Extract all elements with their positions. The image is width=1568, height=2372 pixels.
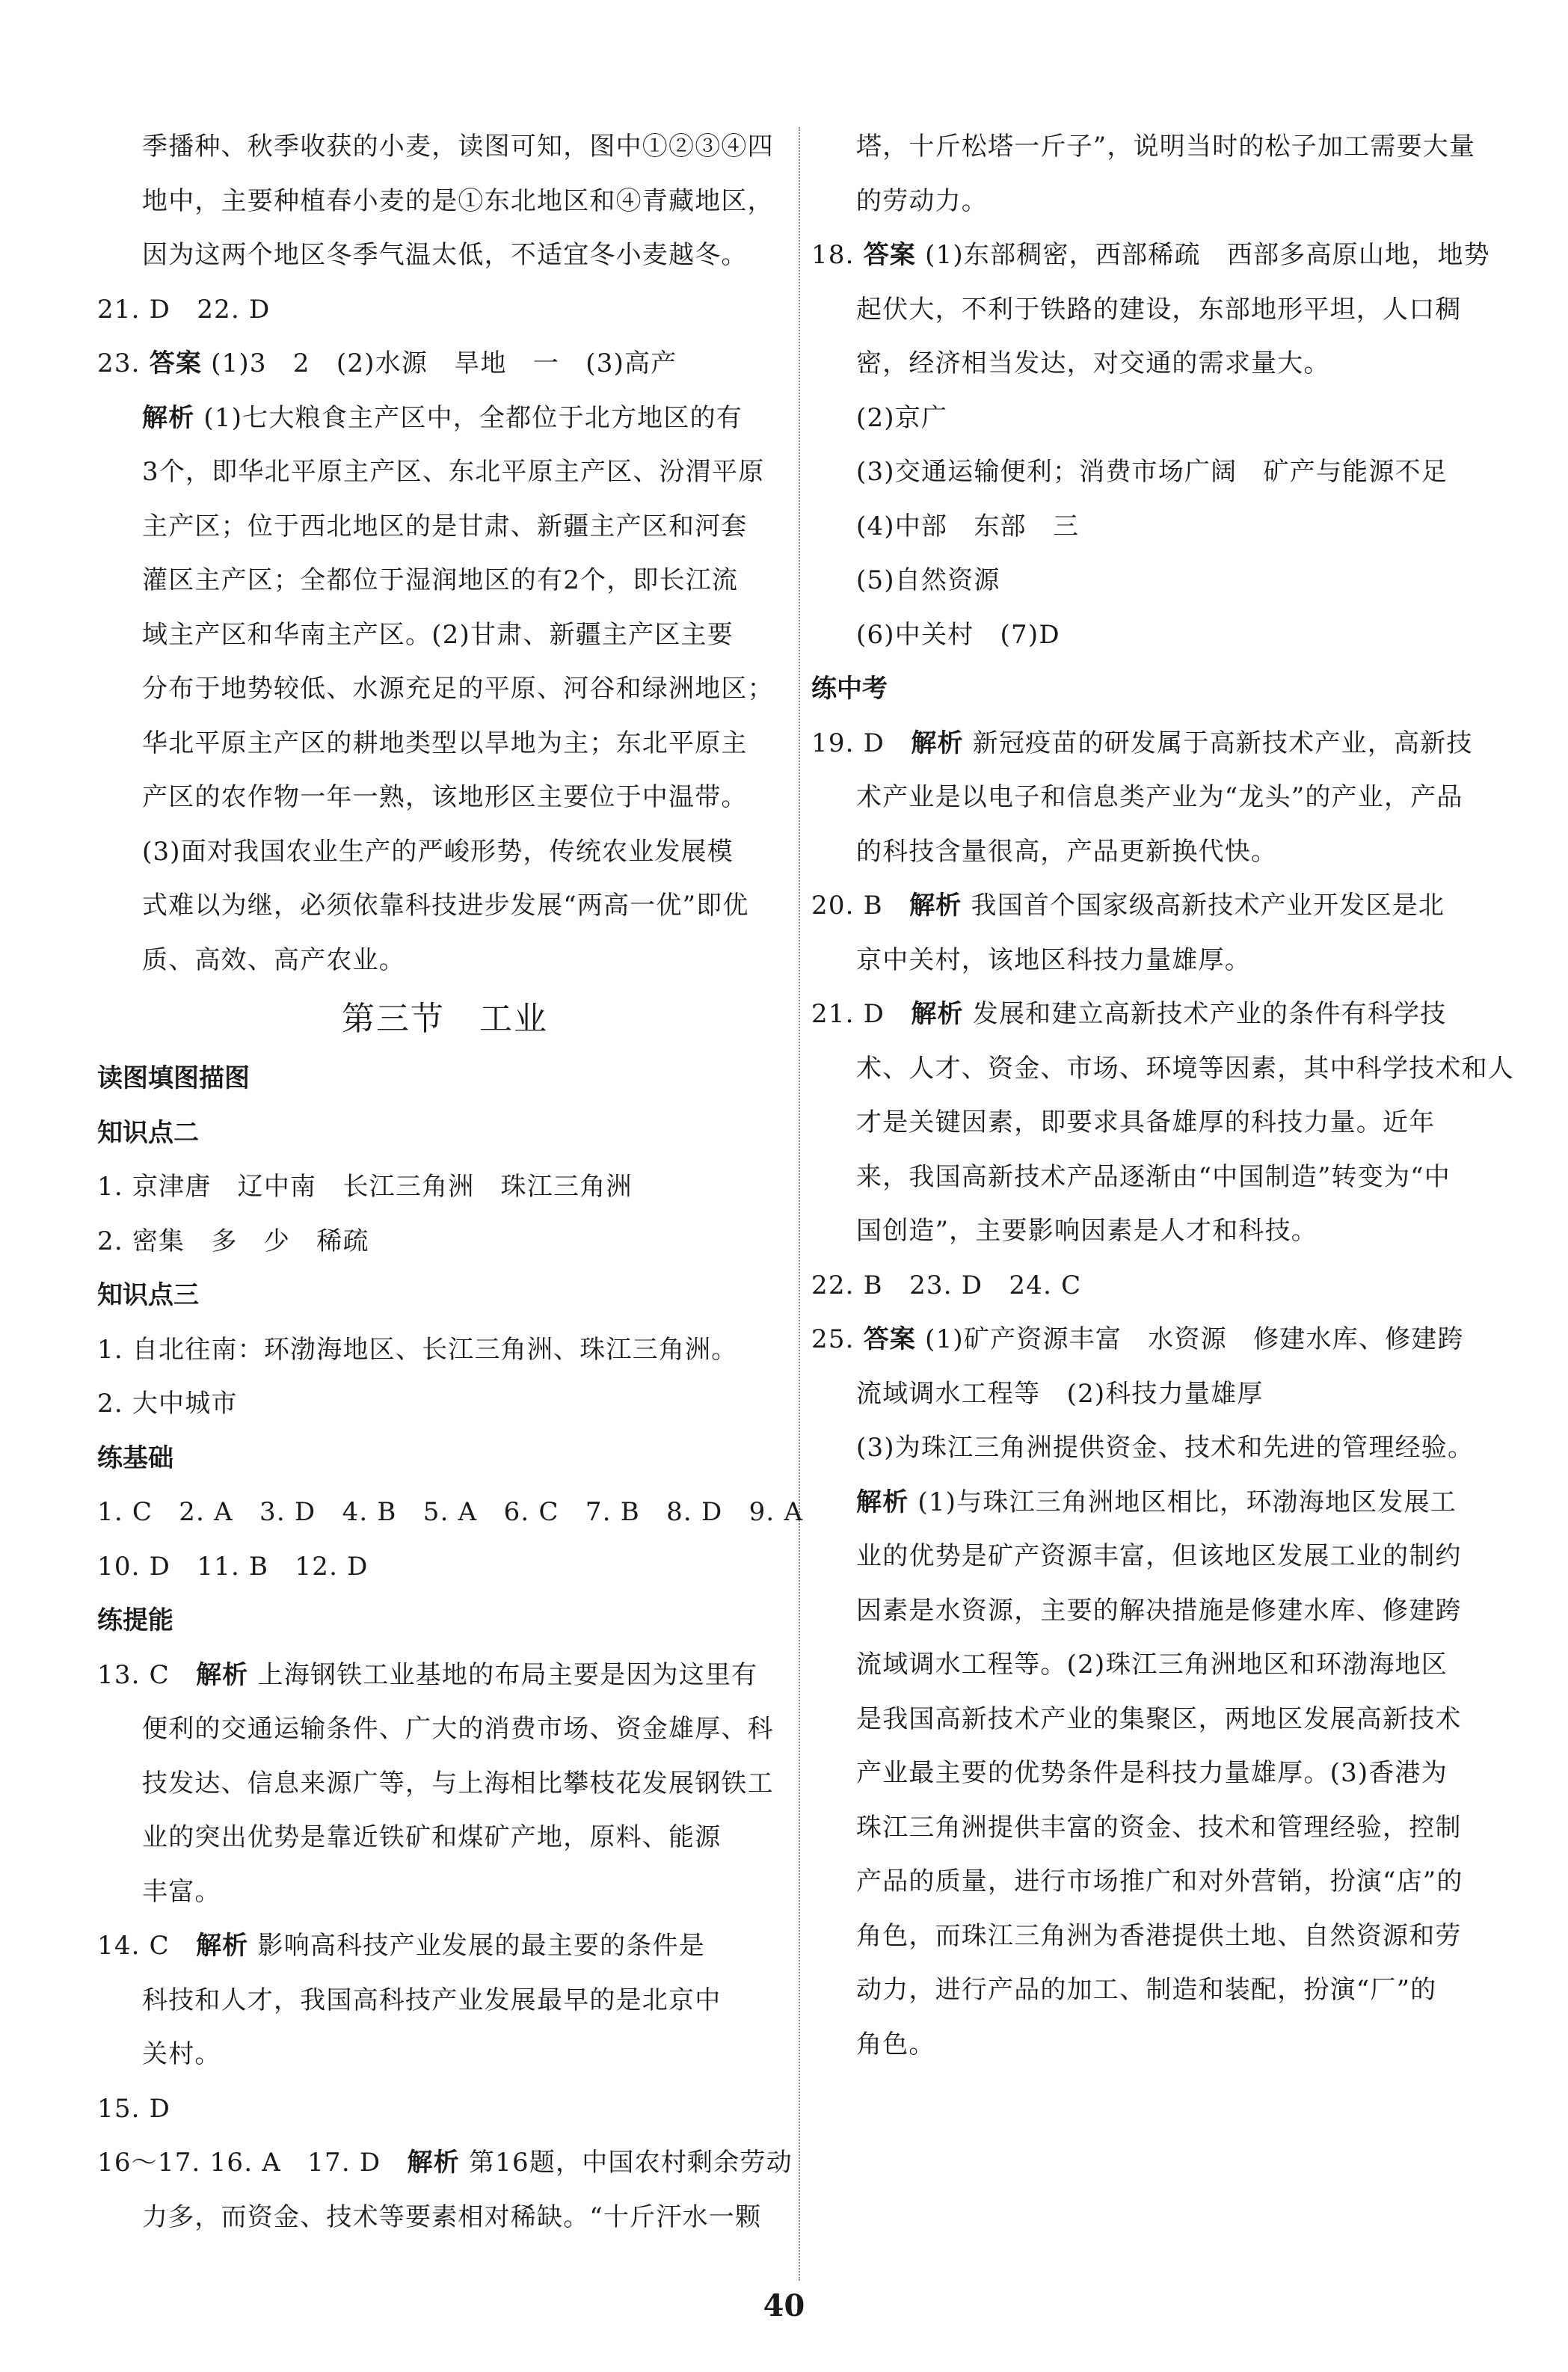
answer-18 [811, 228, 1503, 283]
text-line: 业的优势是矿产资源丰富，但该地区发展工业的制约 [856, 1541, 1462, 1571]
text-line: 术产业是以电子和信息类产业为“龙头”的产业，产品 [856, 782, 1463, 812]
text-line: 流域调水工程等。(2)珠江三角洲地区和环渤海地区 [856, 1650, 1448, 1680]
analysis-tag: 解析 [911, 728, 964, 758]
answer-text: (1)矿产资源丰富 水资源 修建水库、修建跨 [925, 1324, 1464, 1354]
analysis-tag: 解析 [856, 1487, 909, 1517]
analysis-tag: 解析 [909, 891, 962, 921]
answer-23 [97, 337, 793, 391]
text-line: 关村。 [142, 2039, 221, 2069]
text-line: 产品的质量，进行市场推广和对外营销，扮演“店”的 [856, 1866, 1463, 1896]
text-line: 才是关键因素，即要求具备雄厚的科技力量。近年 [856, 1107, 1436, 1137]
text-line: 地中，主要种植春小麦的是①东北地区和④青藏地区， [142, 185, 774, 216]
text-line: (3)交通运输便利；消费市场广阔 矿产与能源不足 [856, 457, 1448, 487]
analysis-text: 影响高科技产业发展的最主要的条件是 [257, 1931, 705, 1961]
analysis-tag: 解析 [196, 1931, 249, 1961]
text-line: 珠江三角洲提供丰富的资金、技术和管理经验，控制 [856, 1812, 1462, 1843]
text-line: 季播种、秋季收获的小麦，读图可知，图中①②③④四 [142, 132, 774, 162]
analysis-tag: 解析 [196, 1659, 249, 1690]
answer-21-22: 21. D 22. D [97, 294, 271, 325]
analysis-text: (1)与珠江三角洲地区相比，环渤海地区发展工 [917, 1487, 1457, 1517]
text-line: 灌区主产区；全都位于湿润地区的有2个，即长江流 [142, 565, 739, 595]
practice-heading: 练中考 [811, 674, 888, 704]
answer-13 [97, 1648, 793, 1703]
answer-head: 21. D [811, 999, 885, 1029]
answer-16-17 [97, 2136, 793, 2190]
analysis-tag: 解析 [911, 999, 964, 1029]
knowledge-point-heading: 知识点三 [97, 1280, 199, 1310]
text-line: 3个，即华北平原主产区、东北平原主产区、汾渭平原 [142, 457, 765, 487]
text-line: 2. 密集 多 少 稀疏 [97, 1226, 369, 1256]
subsection-heading: 读图填图描图 [97, 1063, 250, 1093]
answer-head: 20. B [811, 891, 883, 921]
text-line: 产区的农作物一年一熟，该地形区主要位于中温带。 [142, 782, 748, 812]
answer-25 [811, 1312, 1503, 1367]
answer-row: 10. D 11. B 12. D [97, 1551, 369, 1582]
text-line: 流域调水工程等 (2)科技力量雄厚 [856, 1378, 1264, 1409]
text-line: 塔，十斤松塔一斤子”，说明当时的松子加工需要大量 [856, 132, 1476, 162]
text-line: 科技和人才，我国高科技产业发展最早的是北京中 [142, 1985, 722, 2015]
text-line: 1. 自北往南：环渤海地区、长江三角洲、珠江三角洲。 [97, 1334, 738, 1365]
text-line: 京中关村，该地区科技力量雄厚。 [856, 944, 1251, 975]
text-line: 国创造”，主要影响因素是人才和科技。 [856, 1216, 1318, 1246]
right-column [811, 120, 1514, 2071]
text-line: 分布于地势较低、水源充足的平原、河谷和绿洲地区； [142, 674, 774, 704]
text-line: 是我国高新技术产业的集聚区，两地区发展高新技术 [856, 1703, 1462, 1734]
answer-21 [811, 987, 1503, 1042]
analysis-text: 发展和建立高新技术产业的条件有科学技 [972, 999, 1447, 1029]
analysis-tag: 解析 [142, 402, 195, 433]
text-line: (3)面对我国农业生产的严峻形势，传统农业发展模 [142, 836, 734, 867]
answer-text: (1)3 2 (2)水源 旱地 一 (3)高产 [211, 348, 677, 378]
text-line: 式难以为继，必须依靠科技进步发展“两高一优”即优 [142, 891, 749, 921]
analysis-tag: 解析 [407, 2148, 460, 2178]
text-line: 丰富。 [142, 1876, 221, 1907]
question-number: 25. [811, 1324, 855, 1354]
text-line: (3)为珠江三角洲提供资金、技术和先进的管理经验。 [856, 1433, 1475, 1463]
text-line: 1. 京津唐 辽中南 长江三角洲 珠江三角洲 [97, 1172, 633, 1202]
analysis-text: (1)七大粮食主产区中，全都位于北方地区的有 [203, 402, 743, 433]
text-line: 的科技含量很高，产品更新换代快。 [856, 836, 1278, 867]
text-line: (4)中部 东部 三 [856, 511, 1080, 541]
analysis-text: 第16题，中国农村剩余劳动 [468, 2148, 793, 2178]
text-line: 产业最主要的优势条件是科技力量雄厚。(3)香港为 [856, 1758, 1448, 1788]
page-number: 40 [763, 2288, 805, 2323]
text-line: 动力，进行产品的加工、制造和装配，扮演“厂”的 [856, 1975, 1437, 2005]
text-line: 角色，而珠江三角洲为香港提供土地、自然资源和劳 [856, 1920, 1462, 1951]
text-line: 术、人才、资金、市场、环境等因素，其中科学技术和人 [856, 1053, 1514, 1084]
text-line: 的劳动力。 [856, 185, 988, 216]
text-line: 华北平原主产区的耕地类型以旱地为主；东北平原主 [142, 728, 748, 758]
text-line: 2. 大中城市 [97, 1389, 238, 1419]
text-line: 质、高效、高产农业。 [142, 944, 405, 975]
text-line: (5)自然资源 [856, 565, 1000, 595]
answer-tag: 答案 [863, 240, 917, 270]
answer-text: (1)东部稠密，西部稀疏 西部多高原山地，地势 [925, 240, 1490, 270]
answer-row: 1. C 2. A 3. D 4. B 5. A 6. C 7. B 8. D 9. A [97, 1497, 804, 1527]
answer-head: 13. C [97, 1659, 170, 1690]
text-line: 因为这两个地区冬季气温太低，不适宜冬小麦越冬。 [142, 240, 748, 270]
text-line: 技发达、信息来源广等，与上海相比攀枝花发展钢铁工 [142, 1768, 774, 1798]
answer-head: 19. D [811, 728, 885, 758]
question-number: 18. [811, 240, 855, 270]
text-line: 便利的交通运输条件、广大的消费市场、资金雄厚、科 [142, 1714, 774, 1744]
answer-19 [811, 716, 1503, 771]
text-line: 力多，而资金、技术等要素相对稀缺。“十斤汗水一颗 [142, 2202, 762, 2232]
text-line: 主产区；位于西北地区的是甘肃、新疆主产区和河套 [142, 511, 748, 541]
text-line: 来，我国高新技术产品逐渐由“中国制造”转变为“中 [856, 1161, 1451, 1192]
analysis-text: 我国首个国家级高新技术产业开发区是北 [971, 891, 1445, 921]
text-line: 密，经济相当发达，对交通的需求量大。 [856, 348, 1330, 378]
analysis-text: 新冠疫苗的研发属于高新技术产业，高新技 [972, 728, 1473, 758]
analysis-text: 上海钢铁工业基地的布局主要是因为这里有 [257, 1659, 758, 1690]
analysis-line [811, 1475, 1503, 1530]
text-line: (6)中关村 (7)D [856, 619, 1060, 650]
answer-14 [97, 1919, 793, 1973]
answer-head: 14. C [97, 1931, 170, 1961]
text-line: (2)京广 [856, 402, 948, 433]
answer-tag: 答案 [149, 348, 203, 378]
answer-22-24: 22. B 23. D 24. C [811, 1270, 1082, 1300]
practice-heading: 练提能 [97, 1606, 173, 1635]
text-line: 业的突出优势是靠近铁矿和煤矿产地，原料、能源 [142, 1822, 722, 1852]
answer-head: 16～17. 16. A 17. D [97, 2148, 381, 2178]
text-line: 因素是水资源，主要的解决措施是修建水库、修建跨 [856, 1595, 1462, 1626]
knowledge-point-heading: 知识点二 [97, 1117, 199, 1148]
text-line: 角色。 [856, 2029, 935, 2059]
answer-15: 15. D [97, 2093, 171, 2124]
text-line: 域主产区和华南主产区。(2)甘肃、新疆主产区主要 [142, 619, 734, 650]
practice-heading: 练基础 [97, 1442, 173, 1473]
text-line: 起伏大，不利于铁路的建设，东部地形平坦，人口稠 [856, 294, 1462, 325]
left-column [97, 120, 804, 2244]
answer-tag: 答案 [863, 1324, 917, 1354]
column-divider [799, 127, 800, 2281]
section-title: 第三节 工业 [342, 1000, 548, 1038]
answer-20 [811, 879, 1503, 933]
question-number: 23. [97, 348, 141, 378]
analysis-line [97, 391, 793, 446]
